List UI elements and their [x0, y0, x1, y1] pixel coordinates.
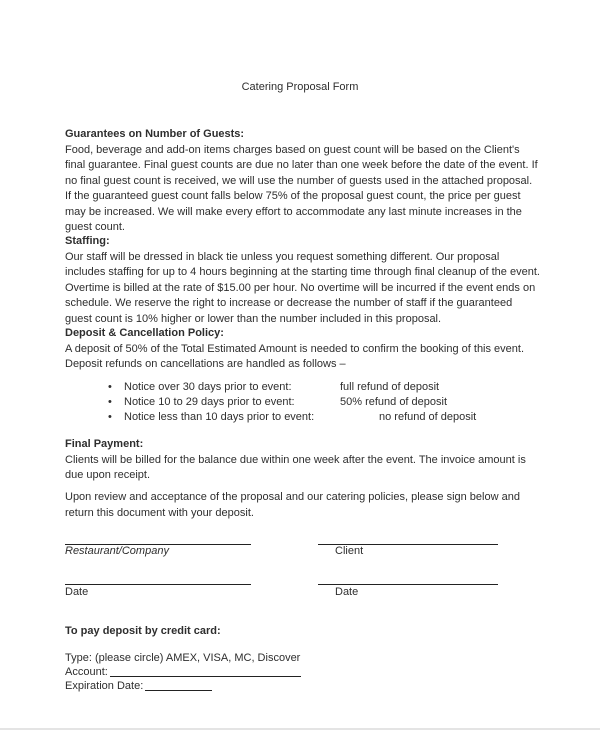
text-line: due upon receipt.: [65, 469, 151, 481]
closing-paragraph: [65, 490, 520, 521]
document-title: Catering Proposal Form: [241, 81, 359, 93]
bullet-icon: •: [108, 396, 112, 408]
section-guarantees: [65, 127, 538, 236]
text-line: Deposit refunds on cancellations are handled as follows –: [65, 358, 346, 370]
section-heading: Guarantees on Number of Guests:: [65, 128, 245, 140]
expiration-label: Expiration Date:: [65, 680, 144, 692]
refund-notice: Notice over 30 days prior to event:: [124, 381, 292, 393]
section-staffing: [65, 234, 540, 327]
refund-notice: Notice 10 to 29 days prior to event:: [124, 396, 295, 408]
section-heading: Final Payment:: [65, 438, 144, 450]
text-line: If the guaranteed guest count falls below 75% of the proposal guest count, the price per guest: [65, 190, 521, 202]
refund-notice: Notice less than 10 days prior to event:: [124, 411, 315, 423]
section-final-payment: [65, 437, 526, 484]
credit-card-heading: To pay deposit by credit card:: [65, 625, 221, 637]
section-heading: Deposit & Cancellation Policy:: [65, 327, 224, 339]
section-deposit: [65, 326, 524, 373]
restaurant-company-label: Restaurant/Company: [65, 545, 169, 557]
text-line: Clients will be billed for the balance due within one week after the event. The invoice amount is: [65, 453, 526, 466]
text-line: final guarantee. Final guest counts are due no later than one week before the date of the event. If: [65, 159, 538, 171]
account-label: Account:: [65, 666, 108, 678]
text-line: Our staff will be dressed in black tie unless you request something different. Our proposal: [65, 250, 500, 263]
client-date-label: Date: [335, 586, 359, 598]
text-line: Food, beverage and add-on items charges based on guest count will be based on the Client's: [65, 143, 520, 156]
card-type-line: Type: (please circle) AMEX, VISA, MC, Discover: [65, 652, 301, 664]
text-line: return this document with your deposit.: [65, 506, 254, 519]
text-line: schedule. We reserve the right to increase or decrease the number of staff if the guaranteed: [65, 297, 513, 309]
restaurant-date-label: Date: [65, 586, 89, 598]
refund-amount: no refund of deposit: [379, 411, 477, 423]
text-line: guest count is 10% higher or lower than the number included in this proposal.: [65, 312, 442, 325]
text-line: guest count.: [65, 221, 125, 233]
expiration-field-line[interactable]: [145, 690, 212, 691]
text-line: no final guest count is received, we will use the number of guests used in the attached proposal.: [65, 174, 533, 187]
text-line: may be increased. We will make every effort to accommodate any last minute increases in the: [65, 205, 522, 218]
text-line: Overtime is billed at the rate of $15.00 per hour. No overtime will be incurred if the event ends on: [65, 281, 536, 294]
section-heading: Staffing:: [65, 235, 110, 247]
text-line: Upon review and acceptance of the proposal and our catering policies, please sign below and: [65, 491, 520, 503]
bullet-icon: •: [108, 381, 112, 393]
client-label: Client: [335, 545, 364, 557]
account-field-line[interactable]: [110, 676, 301, 677]
refund-amount: 50% refund of deposit: [340, 396, 448, 408]
text-line: includes staffing for up to 4 hours beginning at the starting time through final cleanup of the event.: [65, 266, 540, 278]
text-line: A deposit of 50% of the Total Estimated Amount is needed to confirm the booking of this event.: [65, 342, 525, 355]
restaurant-date-line[interactable]: [65, 584, 251, 585]
refund-amount: full refund of deposit: [340, 381, 440, 393]
bullet-icon: •: [108, 411, 112, 423]
